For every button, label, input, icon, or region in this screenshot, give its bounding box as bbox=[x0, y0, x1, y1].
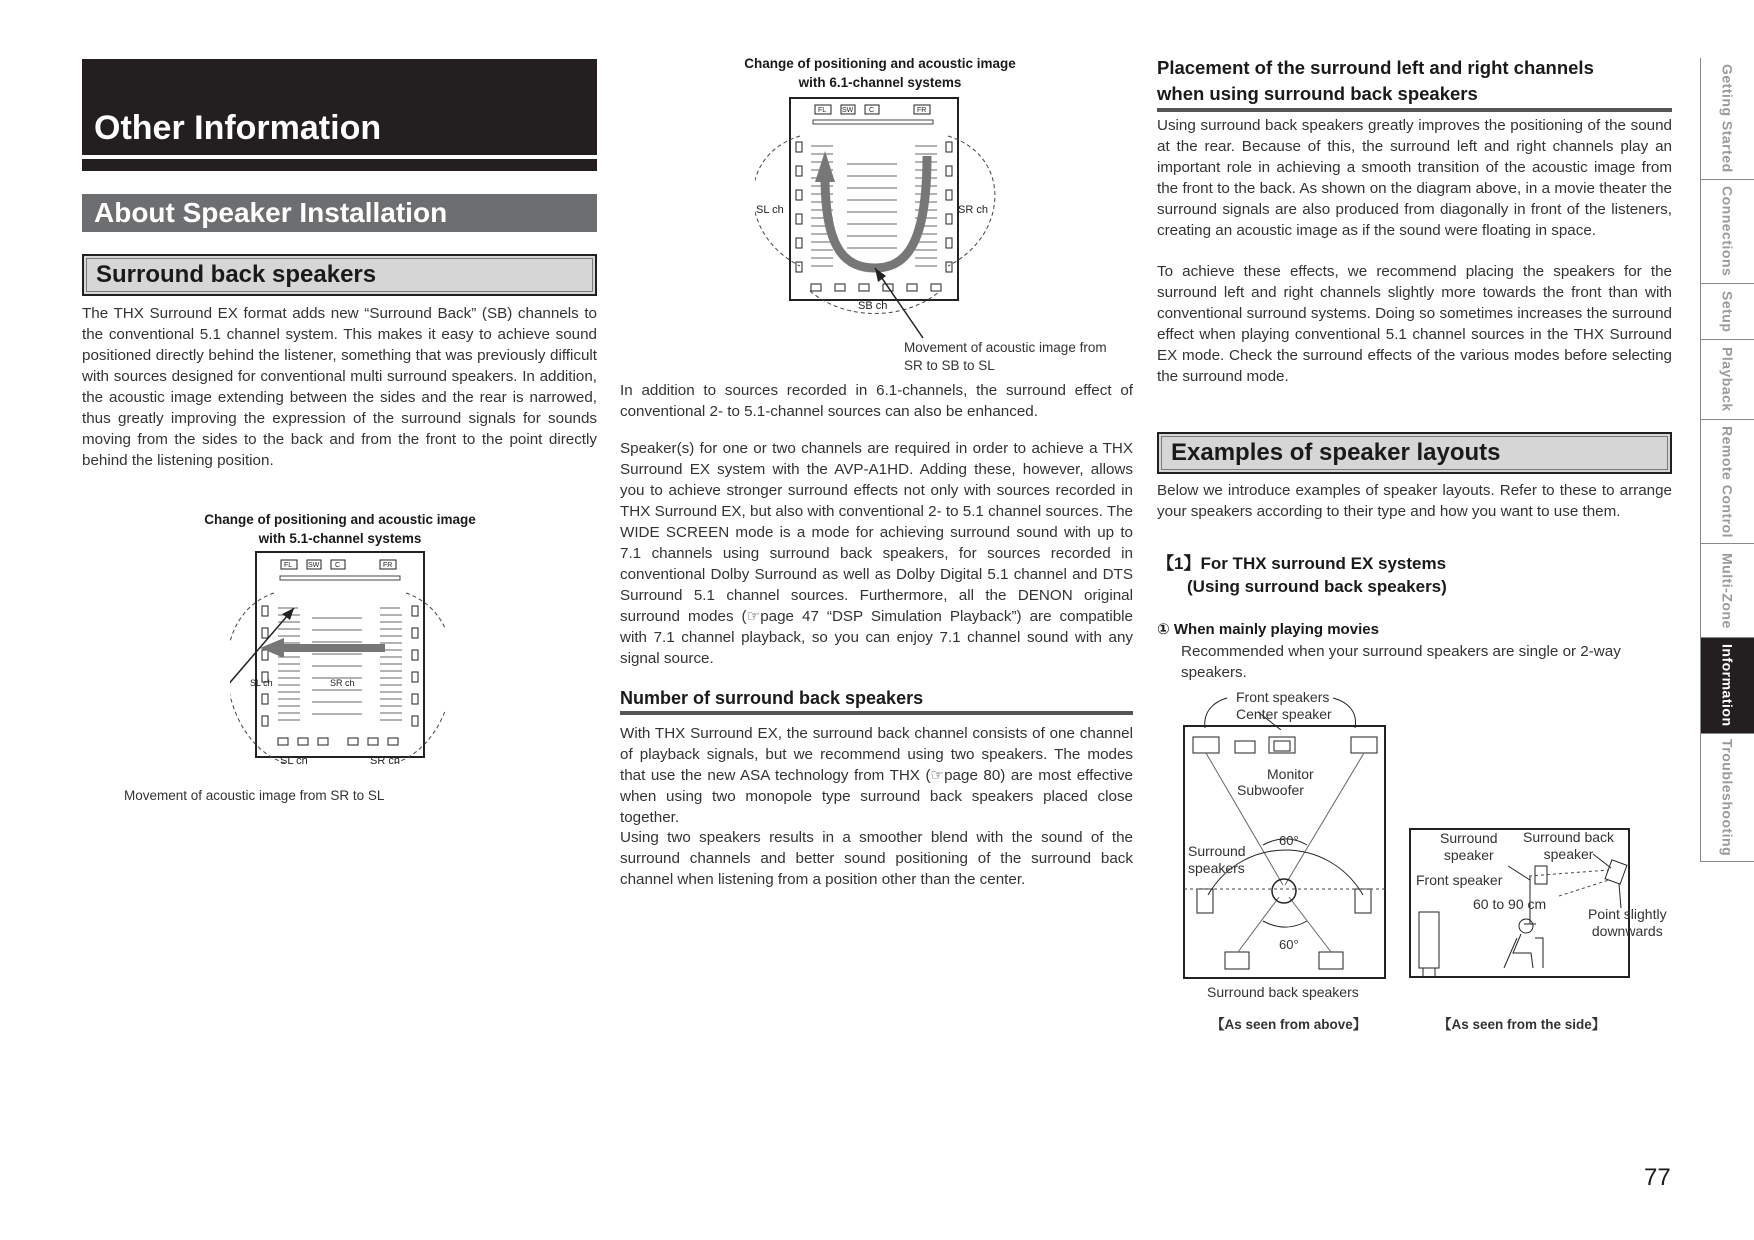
figure-note-line: SR to SB to SL bbox=[904, 358, 995, 373]
center-speaker-label: Center speaker bbox=[1236, 706, 1332, 722]
figure-note-5-1: Movement of acoustic image from SR to SL bbox=[124, 788, 385, 803]
title-underline bbox=[82, 159, 597, 171]
figure-note-6-1 bbox=[904, 339, 1107, 375]
distance-label: 60 to 90 cm bbox=[1473, 896, 1547, 912]
tab-label: Playback bbox=[1719, 347, 1736, 412]
side-front-speaker-label: Front speaker bbox=[1416, 872, 1503, 888]
figure-note-line: Movement of acoustic image from bbox=[904, 340, 1107, 355]
tab-label: Information bbox=[1719, 644, 1736, 727]
subsection-title-text: Surround back speakers bbox=[96, 261, 377, 288]
tab-setup[interactable] bbox=[1700, 284, 1754, 340]
examples-intro: Below we introduce examples of speaker layouts. Refer to these to arrange your speakers according to their type and how you want to use them. bbox=[1157, 482, 1672, 520]
figure-caption-line: Change of positioning and acoustic image bbox=[204, 512, 476, 527]
point-downwards-label-line: downwards bbox=[1591, 923, 1663, 939]
tab-information[interactable] bbox=[1700, 638, 1754, 734]
movies-subheading: ① When mainly playing movies bbox=[1157, 621, 1379, 638]
side-surround-back-label-line: speaker bbox=[1543, 846, 1594, 862]
side-view-caption: 【As seen from the side】 bbox=[1438, 1017, 1606, 1032]
speaker-fl-label: FL bbox=[818, 107, 827, 114]
surround-speakers-label-line: Surround bbox=[1188, 843, 1246, 859]
side-surround-speaker-label-line: Surround bbox=[1440, 830, 1498, 846]
sl-label: SL ch bbox=[250, 678, 273, 688]
sr-ch-label-6-1: SR ch bbox=[958, 204, 988, 216]
thx-item-heading-line: 【1】For THX surround EX systems bbox=[1157, 554, 1447, 573]
tab-playback[interactable] bbox=[1700, 340, 1754, 420]
side-surround-back-label bbox=[1523, 829, 1614, 863]
surround-speakers-label bbox=[1188, 843, 1246, 877]
sl-ch-label-6-1: SL ch bbox=[756, 204, 784, 216]
point-downwards-label-line: Point slightly bbox=[1588, 906, 1667, 922]
top-view-caption: 【As seen from above】 bbox=[1211, 1017, 1367, 1032]
placement-heading-line: when using surround back speakers bbox=[1157, 83, 1478, 104]
point-downwards-label bbox=[1588, 906, 1667, 940]
speaker-sw-label: SW bbox=[842, 107, 854, 114]
side-surround-speaker-label bbox=[1440, 830, 1498, 864]
speaker-fr-label: FR bbox=[917, 107, 927, 114]
sb-ch-label: SB ch bbox=[858, 300, 888, 312]
subsection-title bbox=[82, 254, 597, 296]
speaker-c-label: C bbox=[335, 562, 341, 569]
page-title: Other Information bbox=[94, 109, 382, 147]
speaker-fl-label: FL bbox=[284, 562, 293, 569]
surround-back-speakers-label: Surround back speakers bbox=[1207, 984, 1359, 1000]
monitor-label: Monitor bbox=[1267, 766, 1314, 782]
subwoofer-label: Subwoofer bbox=[1237, 782, 1304, 798]
figure-caption-5-1 bbox=[180, 510, 500, 548]
intro-paragraph: The THX Surround EX format adds new “Surround Back” (SB) channels to the conventional 5.1 channel system. This makes it easy to achieve sound positioned directly behind the listener, something that was previously difficult with sources designed for conventional multi surround speakers. In addition, the acoustic image extending between the sides and the rear is narrowed, thus greatly improving the expression of the surround signals for sounds moving from the sides to the back and from the front to the point directly behind the listening position. bbox=[82, 305, 597, 469]
thx-item-heading-line: (Using surround back speakers) bbox=[1187, 577, 1447, 596]
surround-speakers-label-line: speakers bbox=[1188, 860, 1245, 876]
angle-top-label: 60° bbox=[1279, 833, 1299, 848]
page-number: 77 bbox=[1644, 1164, 1671, 1191]
side-surround-back-label-line: Surround back bbox=[1523, 829, 1615, 845]
right-paragraph-1: Using surround back speakers greatly improves the positioning of the sound at the rear. Because of this, the surround left and right channels play an important role in achieving a smooth transition of the acoustic image from the front to the back. As shown on the diagram above, in a movie theater the surround signals are also produced from diagonally in front of the listeners, creating an acoustic image as if the sound were floating in space. bbox=[1157, 117, 1672, 239]
placement-heading bbox=[1157, 55, 1672, 112]
page-title-bar bbox=[82, 59, 597, 155]
side-surround-speaker-label-line: speaker bbox=[1443, 847, 1494, 863]
front-speakers-label: Front speakers bbox=[1236, 689, 1330, 705]
speaker-c-label: C bbox=[869, 107, 875, 114]
examples-title-text: Examples of speaker layouts bbox=[1171, 439, 1501, 466]
angle-bottom-label: 60° bbox=[1279, 937, 1299, 952]
middle-paragraph-2: Speaker(s) for one or two channels are required in order to achieve a THX Surround EX system with the AVP-A1HD. Adding these, however, allows you to achieve stronger surround effects not only with sources recorded in THX Surround EX, but also with conventional 2- to 5.1 channel sources. The WIDE SCREEN mode is a mode for achieving surround sound with up to 7.1 channels using surround back speakers, for sources recorded in conventional Dolby Surround as well as Dolby Digital 5.1 channel and DTS Surround 5.1 channel sources. Furthermore, all the DENON original surround modes (☞page 47 “DSP Simulation Playback”) are compatible with 7.1 channel playback, so you can enjoy 7.1 channel sound with any signal source. bbox=[620, 440, 1134, 667]
examples-title bbox=[1157, 432, 1672, 474]
figure-caption-line: Change of positioning and acoustic image bbox=[744, 56, 1016, 71]
tab-connections[interactable] bbox=[1700, 180, 1754, 284]
sr-label: SR ch bbox=[330, 678, 355, 688]
speaker-sw-label: SW bbox=[308, 562, 320, 569]
speaker-fr-label: FR bbox=[383, 562, 393, 569]
tab-remote-control[interactable] bbox=[1700, 420, 1754, 544]
tab-label: Troubleshooting bbox=[1719, 738, 1736, 857]
thx-item-heading bbox=[1157, 552, 1447, 598]
tab-label: Setup bbox=[1719, 290, 1736, 333]
figure-caption-line: with 6.1-channel systems bbox=[798, 75, 962, 90]
placement-heading-line: Placement of the surround left and right channels bbox=[1157, 57, 1594, 78]
middle-paragraph-4: Using two speakers results in a smoother blend with the sound of the surround channels and better sound positioning of the surround back channel when listening from a position other than the center. bbox=[620, 829, 1133, 888]
theater-diagram-5-1 bbox=[230, 548, 445, 773]
tab-troubleshooting[interactable] bbox=[1700, 734, 1754, 862]
tab-label: Getting Started bbox=[1719, 64, 1736, 173]
figure-caption-line: with 5.1-channel systems bbox=[258, 531, 422, 546]
sl-ch-label: SL ch bbox=[280, 755, 308, 767]
tab-label: Connections bbox=[1719, 186, 1736, 277]
middle-paragraph-1: In addition to sources recorded in 6.1-channels, the surround effect of conventional 2- to 5.1-channel sources can also be enhanced. bbox=[620, 382, 1133, 420]
sr-ch-label: SR ch bbox=[370, 755, 400, 767]
tab-label: Remote Control bbox=[1719, 425, 1736, 538]
tab-multi-zone[interactable] bbox=[1700, 544, 1754, 638]
figure-caption-6-1 bbox=[720, 54, 1040, 92]
right-paragraph-2: To achieve these effects, we recommend placing the speakers for the surround left and right channels slightly more towards the front than with conventional surround systems. Doing so sometimes increases the surround effect when playing conventional 5.1 channel sources in the THX Surround EX mode. Check the surround effects of the various modes before selecting the surround mode. bbox=[1157, 263, 1672, 385]
tab-label: Multi-Zone bbox=[1719, 552, 1736, 629]
middle-paragraph-3: With THX Surround EX, the surround back channel consists of one channel of playback signals, but we recommend using two speakers. The modes that use the new ASA technology from THX (☞page 80) are most effective when using two monopole type surround back speakers placed close together. bbox=[620, 725, 1133, 826]
tab-getting-started[interactable] bbox=[1700, 58, 1754, 180]
section-title: About Speaker Installation bbox=[82, 194, 597, 232]
number-heading: Number of surround back speakers bbox=[620, 688, 1133, 715]
movies-description: Recommended when your surround speakers are single or 2-way speakers. bbox=[1181, 643, 1621, 681]
